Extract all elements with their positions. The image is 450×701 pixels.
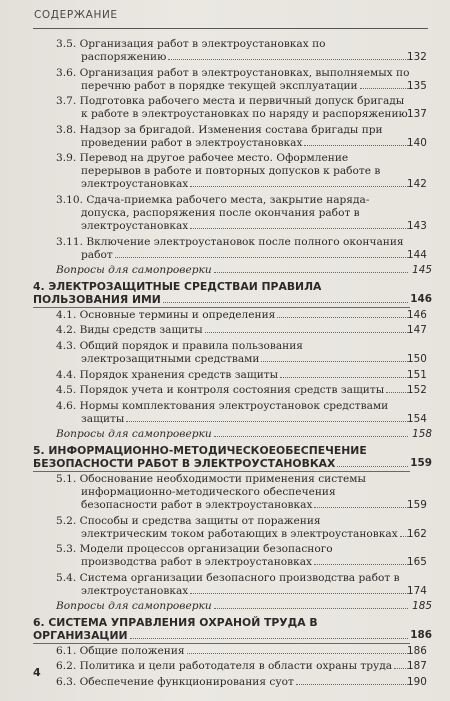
running-title: СОДЕРЖАНИЕ bbox=[34, 9, 118, 21]
toc-entry: 3.5. Организация работ в электроустановках по распоряжению 132 bbox=[56, 38, 427, 63]
leader-dots bbox=[214, 607, 408, 609]
toc-entry: 5.3. Модели процессов организации безопасного производства работ в электроустановках 165 bbox=[56, 543, 427, 569]
toc-entry-title: 3.8. Надзор за бригадой. Изменения состава бригады при проведении работ в электроустановках bbox=[56, 123, 383, 149]
toc-entry-title: 5.2. Способы и средства защиты от поражения электрическим током работающих в электроустановках bbox=[56, 514, 398, 540]
header-rule bbox=[33, 28, 428, 29]
leader-dots bbox=[190, 592, 408, 594]
toc-entry: 3.10. Сдача-приемка рабочего места, закрытие наряда-допуска, распоряжения после окончания работ в электроустановках 143 bbox=[56, 193, 427, 232]
toc-page-number: 145 bbox=[412, 264, 432, 277]
toc-entry-title: 6. СИСТЕМА УПРАВЛЕНИЯ ОХРАНОЙ ТРУДА В ОРГАНИЗАЦИИ bbox=[33, 616, 318, 643]
leader-dots bbox=[187, 652, 408, 654]
toc-entry: 4.4. Порядок хранения средств защиты 151 bbox=[56, 368, 427, 381]
toc-entry-title: 4.4. Порядок хранения средств защиты bbox=[56, 368, 279, 381]
leader-dots bbox=[277, 316, 408, 318]
toc-entry-title: 3.7. Подготовка рабочего места и первичный допуск бригады к работе в электроустановках по наряду и распоряжению bbox=[56, 95, 408, 121]
toc-entry: 4.3. Общий порядок и правила пользования электрозащитными средствами 150 bbox=[56, 339, 427, 365]
toc-page-number: 159 bbox=[410, 457, 432, 470]
toc-entry: 6.1. Общие положения 186 bbox=[56, 644, 427, 657]
toc-entry: 3.11. Включение электроустановок после полного окончания работ 144 bbox=[56, 235, 427, 261]
toc-page-number: 146 bbox=[410, 293, 432, 306]
toc-entry-title: 5.4. Система организации безопасного производства работ в электроустановках bbox=[56, 571, 400, 597]
toc-entry: 3.9. Перевод на другое рабочее место. Оформление перерывов в работе и повторных допусков к работе в электроустановках 142 bbox=[56, 152, 427, 191]
toc-entry: 6.3. Обеспечение функционирования суот 190 bbox=[56, 676, 427, 689]
toc-entry: 4.5. Порядок учета и контроля состояния средств защиты 152 bbox=[56, 384, 427, 397]
toc-entry: 5.4. Система организации безопасного производства работ в электроустановках 174 bbox=[56, 571, 427, 597]
toc-entry-title: Вопросы для самопроверки bbox=[56, 264, 212, 277]
toc-chapter bbox=[33, 280, 432, 306]
toc-entry-title: 4.6. Нормы комплектования электроустановок средствами защиты bbox=[56, 399, 389, 425]
leader-dots bbox=[214, 271, 408, 273]
leader-dots bbox=[126, 420, 408, 422]
toc-chapter bbox=[33, 616, 432, 642]
toc-entry-title: 6.3. Обеспечение функционирования суот bbox=[56, 676, 294, 689]
toc-entry: 5.1. Обоснование необходимости применения системы информационно-методического обеспечения безопасности работ в электроустановках 159 bbox=[56, 472, 427, 511]
toc-entry-title: 4.2. Виды средств защиты bbox=[56, 324, 203, 337]
table-of-contents bbox=[33, 38, 432, 692]
toc-page-number: 185 bbox=[412, 600, 432, 613]
toc-entry-title: 4.5. Порядок учета и контроля состояния средств защиты bbox=[56, 384, 385, 397]
toc-entry: 3.6. Организация работ в электроустановках, выполняемых по перечню работ в порядке текущей эксплуатации 135 bbox=[56, 66, 427, 92]
leader-dots bbox=[296, 683, 408, 685]
toc-chapter bbox=[33, 444, 432, 470]
leader-dots bbox=[394, 667, 408, 669]
leader-dots bbox=[386, 391, 408, 393]
toc-page-number: 186 bbox=[410, 629, 432, 642]
leader-dots bbox=[168, 58, 408, 60]
toc-entry-title: 4.3. Общий порядок и правила пользования электрозащитными средствами bbox=[56, 339, 303, 365]
leader-dots bbox=[337, 465, 408, 467]
leader-dots bbox=[115, 256, 408, 258]
leader-dots bbox=[130, 637, 408, 639]
toc-entry: 6.2. Политика и цели работодателя в области охраны труда 187 bbox=[56, 660, 427, 673]
toc-entry-title: Вопросы для самопроверки bbox=[56, 600, 212, 613]
page-number: 4 bbox=[33, 666, 41, 679]
toc-entry-title: 5.3. Модели процессов организации безопасного производства работ в электроустановках bbox=[56, 543, 333, 569]
toc-entry-title: 4.1. Основные термины и определения bbox=[56, 308, 276, 321]
leader-dots bbox=[280, 376, 408, 378]
toc-entry-title: 5. ИНФОРМАЦИОННО-МЕТОДИЧЕСКОЕОБЕСПЕЧЕНИЕ БЕЗОПАСНОСТИ РАБОТ В ЭЛЕКТРОУСТАНОВКАХ bbox=[33, 444, 367, 471]
toc-questions bbox=[33, 264, 432, 277]
leader-dots bbox=[205, 331, 408, 333]
toc-entry-title: 3.5. Организация работ в электроустановках по распоряжению bbox=[56, 38, 326, 63]
leader-dots bbox=[304, 144, 408, 146]
toc-entry: 4.2. Виды средств защиты 147 bbox=[56, 324, 427, 337]
toc-entry: 3.7. Подготовка рабочего места и первичный допуск бригады к работе в электроустановках по наряду и распоряжению 137 bbox=[56, 95, 427, 121]
toc-entry-title: Вопросы для самопроверки bbox=[56, 428, 212, 441]
toc-entry: 3.8. Надзор за бригадой. Изменения состава бригады при проведении работ в электроустановках 140 bbox=[56, 123, 427, 149]
toc-entry-title: 3.9. Перевод на другое рабочее место. Оформление перерывов в работе и повторных допусков к работе в электроустановках bbox=[56, 152, 381, 191]
leader-dots bbox=[214, 435, 408, 437]
toc-entry-title: 3.10. Сдача-приемка рабочего места, закрытие наряда-допуска, распоряжения после окончания работ в электроустановках bbox=[56, 193, 370, 232]
toc-entry-title: 4. ЭЛЕКТРОЗАЩИТНЫЕ СРЕДСТВАИ ПРАВИЛА ПОЛЬЗОВАНИЯ ИМИ bbox=[33, 280, 322, 307]
leader-dots bbox=[314, 506, 408, 508]
toc-entry: 4.6. Нормы комплектования электроустановок средствами защиты 154 bbox=[56, 399, 427, 425]
toc-questions bbox=[33, 600, 432, 613]
toc-entry-title: 5.1. Обоснование необходимости применения системы информационно-методического обеспечения безопасности работ в электроустановках bbox=[56, 472, 366, 511]
toc-entry-title: 3.6. Организация работ в электроустановках, выполняемых по перечню работ в порядке текущей эксплуатации bbox=[56, 66, 410, 92]
toc-questions bbox=[33, 428, 432, 441]
toc-entry: 5.2. Способы и средства защиты от поражения электрическим током работающих в электроустановках 162 bbox=[56, 514, 427, 540]
toc-entry: 4.1. Основные термины и определения 146 bbox=[56, 308, 427, 321]
toc-entry-title: 6.2. Политика и цели работодателя в области охраны труда bbox=[56, 660, 393, 673]
leader-dots bbox=[360, 87, 408, 89]
leader-dots bbox=[314, 563, 408, 565]
leader-dots bbox=[190, 185, 408, 187]
toc-entry-title: 6.1. Общие положения bbox=[56, 644, 185, 657]
leader-dots bbox=[261, 360, 408, 362]
toc-page-number: 158 bbox=[412, 428, 432, 441]
leader-dots bbox=[163, 301, 408, 303]
toc-entry-title: 3.11. Включение электроустановок после полного окончания работ bbox=[56, 235, 404, 261]
leader-dots bbox=[190, 227, 408, 229]
